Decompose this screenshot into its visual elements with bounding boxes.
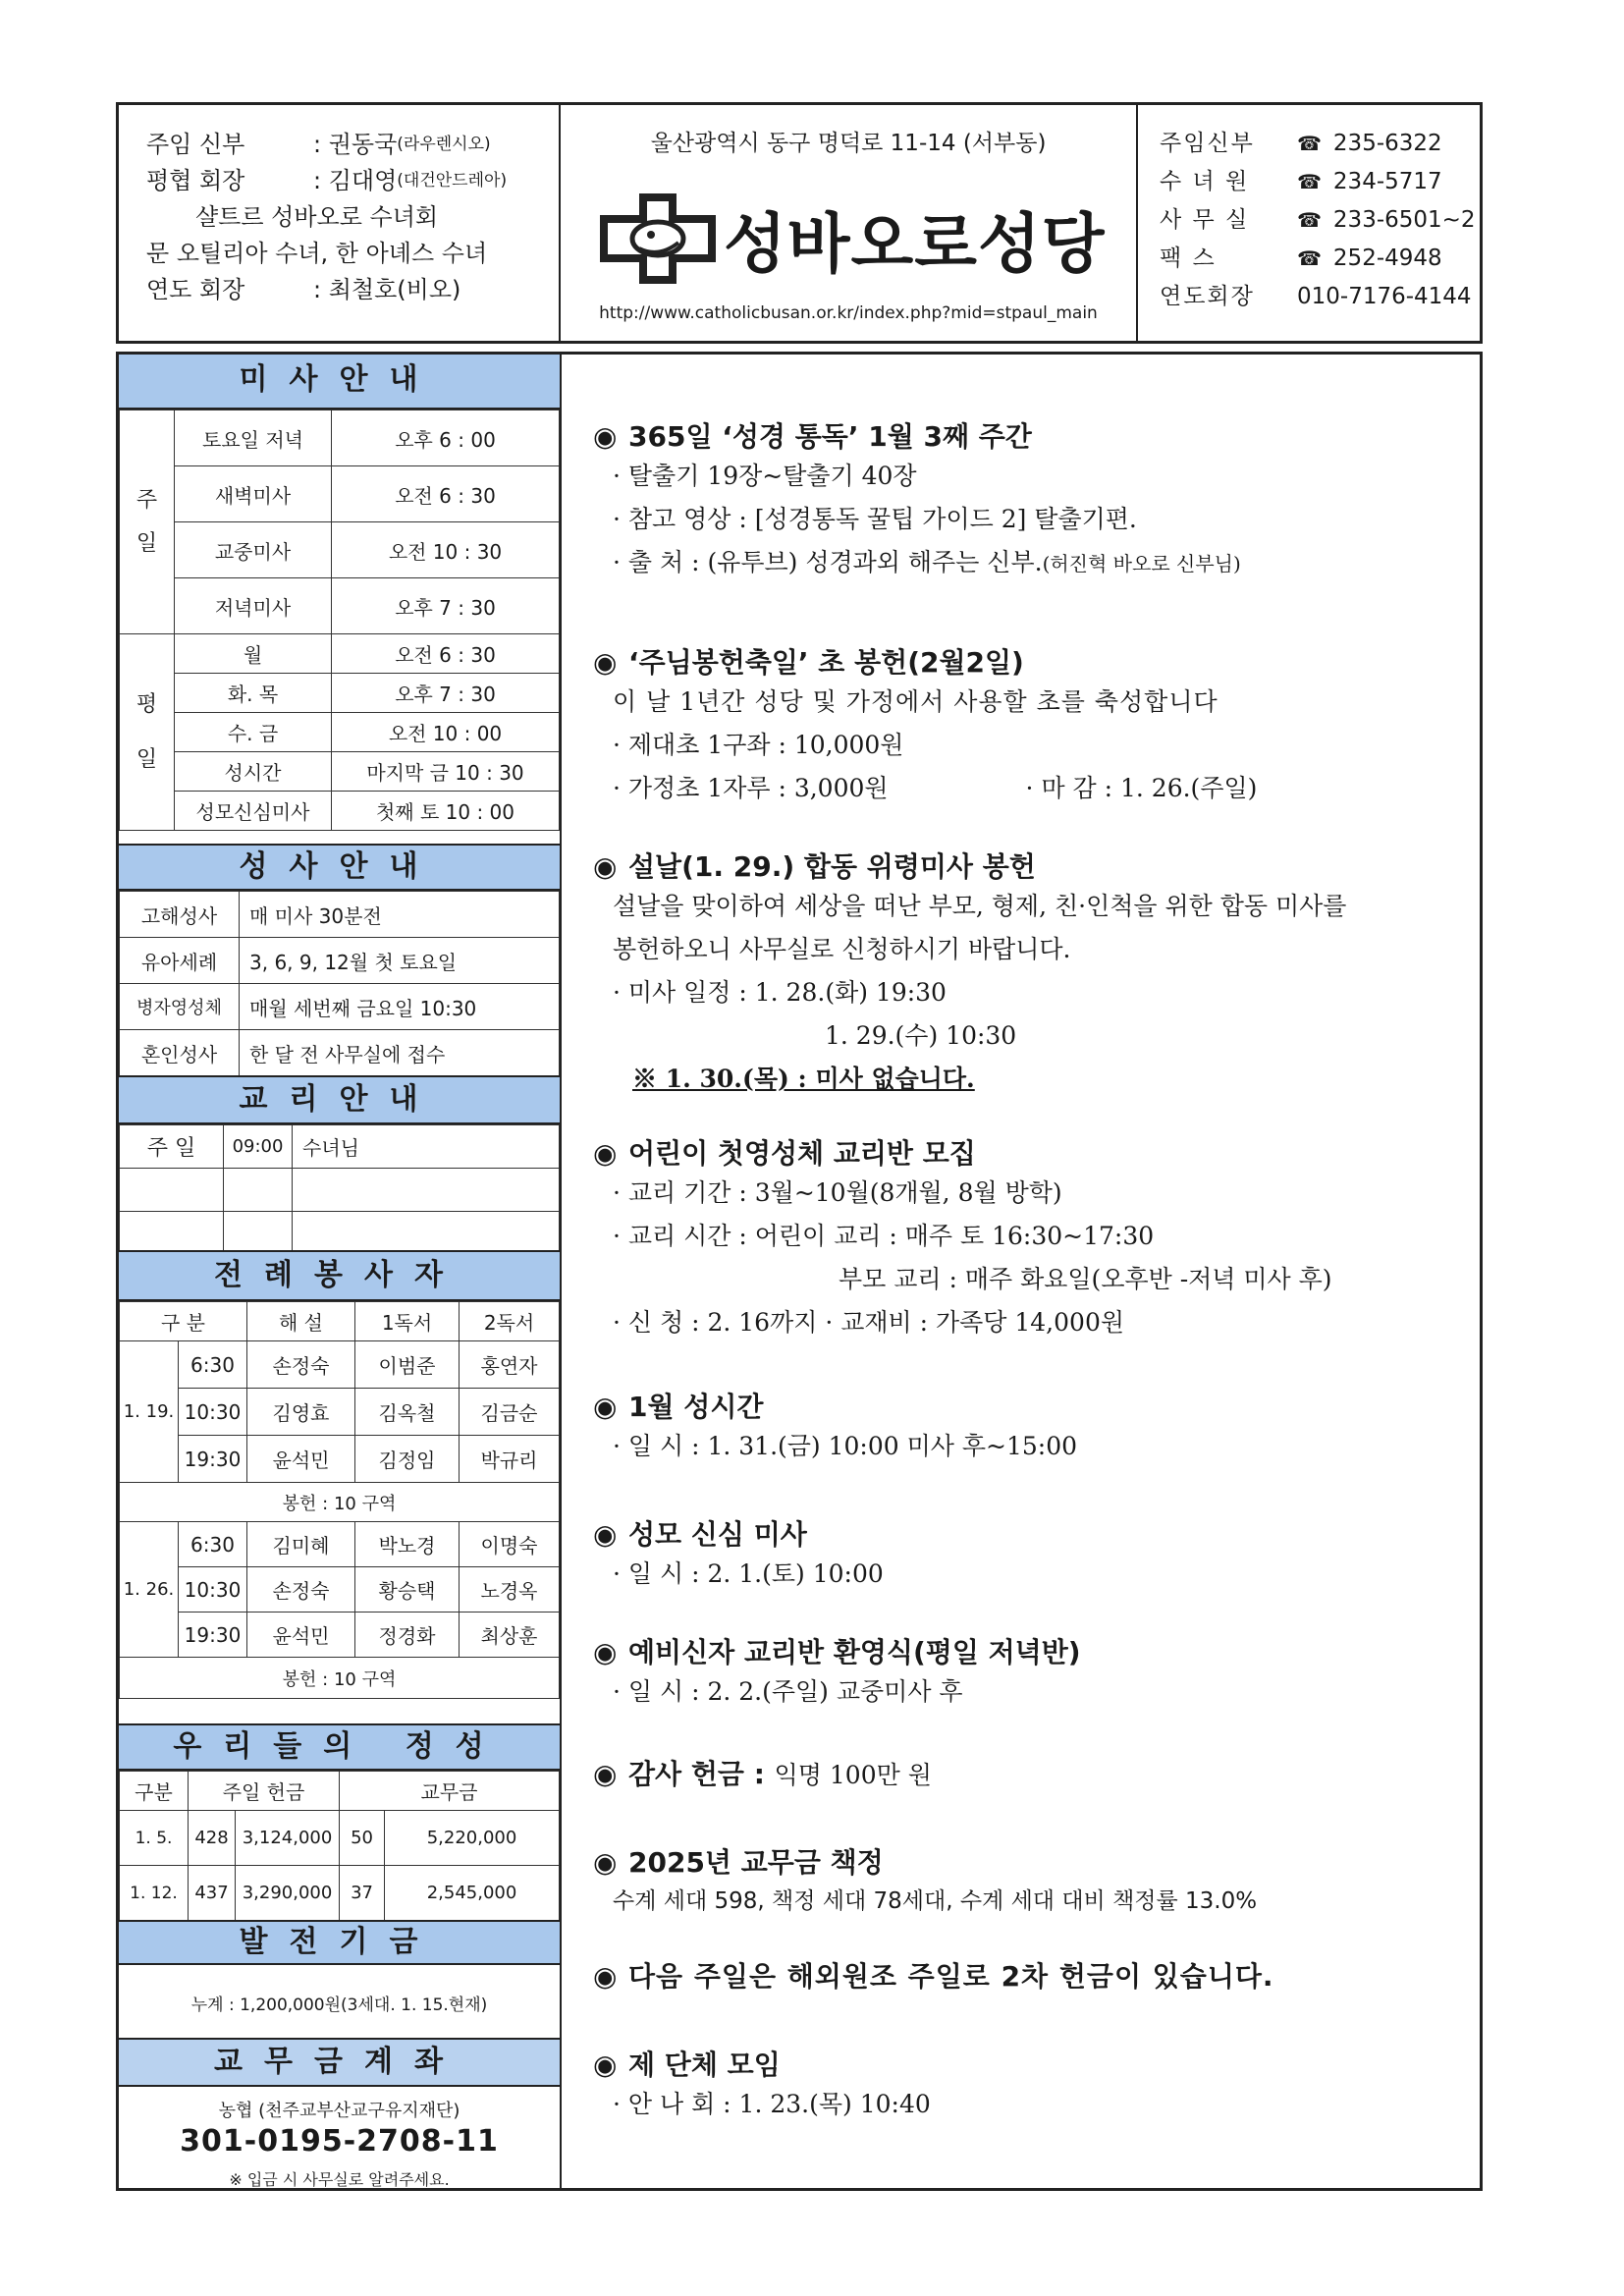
account-heading: 교무금계좌 [119, 2038, 560, 2087]
mass-row: 교중미사 오전 10 : 30 [120, 522, 560, 578]
mass-row: 새벽미사 오전 6 : 30 [120, 466, 560, 522]
notice-title: 예비신자 교리반 환영식(평일 저녁반) [628, 1636, 1081, 1668]
church-emblem-icon [600, 193, 716, 284]
mass-row: 평일 월 오전 6 : 30 [120, 634, 560, 674]
bullet-icon: ◉ [593, 2049, 618, 2081]
catechism-row [120, 1169, 560, 1212]
notice-title: 성모 신심 미사 [628, 1518, 807, 1551]
notice-first-communion-class: ◉ 어린이 첫영성체 교리반 모집 · 교리 기간 : 3월~10월(8개월, 8월 방학) · 교리 시간 : 어린이 교리 : 매주 토 16:30~17:30 부모 교리 : 매주 화요일(오후반 -저녁 미사 후) · 신 청 : 2. 16까지 · 교재비 : 가족당 14,000원 [593, 1137, 1332, 1337]
liturgy-row: 19:30 윤석민 정경화 최상훈 [120, 1613, 560, 1658]
mass-row: 수. 금 오전 10 : 00 [120, 713, 560, 752]
notice-2025-dues: ◉ 2025년 교무금 책정 수계 세대 598, 책정 세대 78세대, 수계 세대 대비 책정률 13.0% [593, 1846, 1258, 1914]
fund-total: 누계 : 1,200,000원(3세대. 1. 15.현재) [190, 1995, 488, 2015]
mass-row: 화. 목 오후 7 : 30 [120, 674, 560, 713]
mass-schedule-heading: 미사안내 [119, 355, 560, 410]
notice-bible-reading: ◉ 365일 ‘성경 통독’ 1월 3째 주간 · 탈출기 19장~탈출기 40장 · 참고 영상 : [성경통독 꿀팁 가이드 2] 탈출기편. · 출 처 : (유투브) 성경과외 해주는 신부.(허진혁 바오로 신부님) [593, 420, 1241, 576]
liturgy-row: 1. 19. 6:30 손정숙 이범준 홍연자 [120, 1341, 560, 1389]
clergy-info [119, 105, 561, 341]
bullet-icon: ◉ [593, 646, 618, 679]
notice-title: 설날(1. 29.) 합동 위령미사 봉헌 [628, 850, 1036, 883]
notice-title: 어린이 첫영성체 교리반 모집 [628, 1137, 976, 1170]
notice-title: 365일 ‘성경 통독’ 1월 3째 주간 [628, 420, 1032, 453]
offering-row: 1. 12. 437 3,290,000 37 2,545,000 [120, 1866, 560, 1921]
sisters-order-row: 샬트르 성바오로 수녀회 [195, 203, 439, 231]
church-logo [600, 191, 1106, 285]
bullet-icon: ◉ [593, 850, 618, 883]
sacrament-row: 유아세례 3, 6, 9, 12월 첫 토요일 [120, 938, 560, 984]
phone-row: 주임신부 ☎ 235-6322 [1160, 125, 1480, 163]
notice-title: ‘주님봉헌축일’ 초 봉헌(2월2일) [628, 646, 1024, 679]
liturgy-row: 19:30 윤석민 김정임 박규리 [120, 1436, 560, 1483]
council-president-row: 평협 회장 : 김대영 (대건안드레아) [146, 167, 508, 194]
fund-heading: 발전기금 [119, 1920, 560, 1965]
phone-row: 사 무 실 ☎ 233-6501~2 [1160, 201, 1480, 240]
info-sidebar [119, 355, 562, 2188]
phone-icon: ☎ [1297, 208, 1322, 232]
liturgy-header-row: 구 분 해 설 1독서 2독서 [120, 1302, 560, 1341]
offering-heading: 우리들의 정성 [119, 1723, 560, 1771]
bullet-icon: ◉ [593, 1960, 619, 1993]
notices-column [566, 355, 1480, 2188]
offering-header-row: 구분 주일 헌금 교무금 [120, 1772, 560, 1811]
liturgy-offering-row: 봉헌 : 10 구역 [120, 1658, 560, 1699]
liturgy-row: 10:30 손정숙 황승택 노경옥 [120, 1567, 560, 1613]
bulletin-body [116, 352, 1483, 2191]
notice-holy-hour: ◉ 1월 성시간 · 일 시 : 1. 31.(금) 10:00 미사 후~15:00 [593, 1391, 1078, 1460]
phone-row: 팩 스 ☎ 252-4948 [1160, 240, 1480, 278]
liturgy-row: 10:30 김영효 김옥철 김금순 [120, 1389, 560, 1436]
bullet-icon: ◉ [593, 1137, 618, 1170]
offering-row: 1. 5. 428 3,124,000 50 5,220,000 [120, 1811, 560, 1866]
church-address: 울산광역시 동구 명덕로 11-14 (서부동) [650, 131, 1047, 156]
mass-row: 성모신심미사 첫째 토 10 : 00 [120, 792, 560, 831]
sacrament-row: 고해성사 매 미사 30분전 [120, 892, 560, 938]
notice-second-collection [593, 1955, 1470, 1995]
phone-icon: ☎ [1297, 246, 1322, 270]
sacrament-table [119, 891, 560, 1076]
phone-row: 수 녀 원 ☎ 234-5717 [1160, 163, 1480, 201]
account-bank: 농협 (천주교부산교구유지재단) [218, 2101, 460, 2121]
notice-title: 1월 성시간 [628, 1391, 764, 1423]
catechism-table [119, 1124, 560, 1251]
church-title-block [561, 105, 1138, 341]
account-note: ※ 입금 시 사무실로 알려주세요. [229, 2170, 450, 2189]
liturgy-row: 1. 26. 6:30 김미혜 박노경 이명숙 [120, 1522, 560, 1567]
notice-group-meetings: ◉ 제 단체 모임 · 안 나 회 : 1. 23.(목) 10:40 [593, 2049, 931, 2118]
notice-thanks-offering: ◉ 감사 헌금 : 익명 100만 원 [593, 1758, 932, 1790]
bullet-icon: ◉ [593, 420, 618, 453]
notice-title: 감사 헌금 : [628, 1758, 765, 1790]
bullet-icon: ◉ [593, 1636, 618, 1668]
mass-row: 저녁미사 오후 7 : 30 [120, 578, 560, 634]
catechism-row: 주 일 09:00 수녀님 [120, 1125, 560, 1169]
bullet-icon: ◉ [593, 1846, 618, 1879]
catechism-row [120, 1212, 560, 1251]
notice-catechumen-welcome: ◉ 예비신자 교리반 환영식(평일 저녁반) · 일 시 : 2. 2.(주일) 교중미사 후 [593, 1636, 1081, 1706]
mass-row: 주일 토요일 저녁 오후 6 : 00 [120, 410, 560, 466]
account-number: 301-0195-2708-11 [180, 2124, 499, 2159]
mass-schedule-table [119, 410, 560, 831]
liturgy-offering-row: 봉헌 : 10 구역 [120, 1483, 560, 1522]
mass-row: 성시간 마지막 금 10 : 30 [120, 752, 560, 792]
catechism-heading: 교리안내 [119, 1075, 560, 1124]
church-url[interactable]: http://www.catholicbusan.or.kr/index.php?mid=stpaul_main [599, 303, 1098, 323]
notice-marian-mass: ◉ 성모 신심 미사 · 일 시 : 2. 1.(토) 10:00 [593, 1518, 884, 1588]
bullet-icon: ◉ [593, 1518, 618, 1551]
pastor-row: 주임 신부 : 권동국 (라우렌시오) [146, 131, 491, 158]
sacrament-row: 혼인성사 한 달 전 사무실에 접수 [120, 1030, 560, 1076]
sisters-names-row: 문 오틸리아 수녀, 한 아녜스 수녀 [146, 240, 488, 267]
phone-directory [1138, 105, 1480, 341]
liturgy-heading: 전례봉사자 [119, 1250, 560, 1301]
phone-row: 연도회장 010-7176-4144 [1160, 284, 1472, 309]
notice-title: 다음 주일은 해외원조 주일로 2차 헌금이 있습니다. [628, 1960, 1274, 1993]
memorial-president-row: 연도 회장 : 최철호(비오) [146, 276, 461, 303]
notice-title: 2025년 교무금 책정 [628, 1846, 884, 1879]
notice-candle-offering: ◉ ‘주님봉헌축일’ 초 봉헌(2월2일) 이 날 1년간 성당 및 가정에서 사용할 초를 축성합니다 · 제대초 1구좌 : 10,000원 · 가정초 1자루 : 3,000원 · 마 감 : 1. 26.(주일) [593, 646, 1258, 802]
liturgy-table [119, 1301, 560, 1699]
offering-table [119, 1771, 560, 1921]
notice-new-year-memorial-mass: ◉ 설날(1. 29.) 합동 위령미사 봉헌 설날을 맞이하여 세상을 떠난 부모, 형제, 친·인척을 위한 합동 미사를 봉헌하오니 사무실로 신청하시기 바랍니다. · 미사 일정 : 1. 28.(화) 19:30 1. 29.(수) 10:30 ※ 1. 30.(목) : 미사 없습니다. [593, 850, 1347, 1093]
sacrament-heading: 성사안내 [119, 844, 560, 891]
phone-icon: ☎ [1297, 132, 1322, 155]
bullet-icon: ◉ [593, 1391, 618, 1423]
phone-icon: ☎ [1297, 170, 1322, 193]
notice-title: 제 단체 모임 [628, 2049, 781, 2081]
bulletin-header [116, 102, 1483, 344]
sacrament-row: 병자영성체 매월 세번째 금요일 10:30 [120, 984, 560, 1030]
church-name: 성바오로성당 [724, 206, 1106, 282]
bullet-icon: ◉ [593, 1758, 618, 1790]
